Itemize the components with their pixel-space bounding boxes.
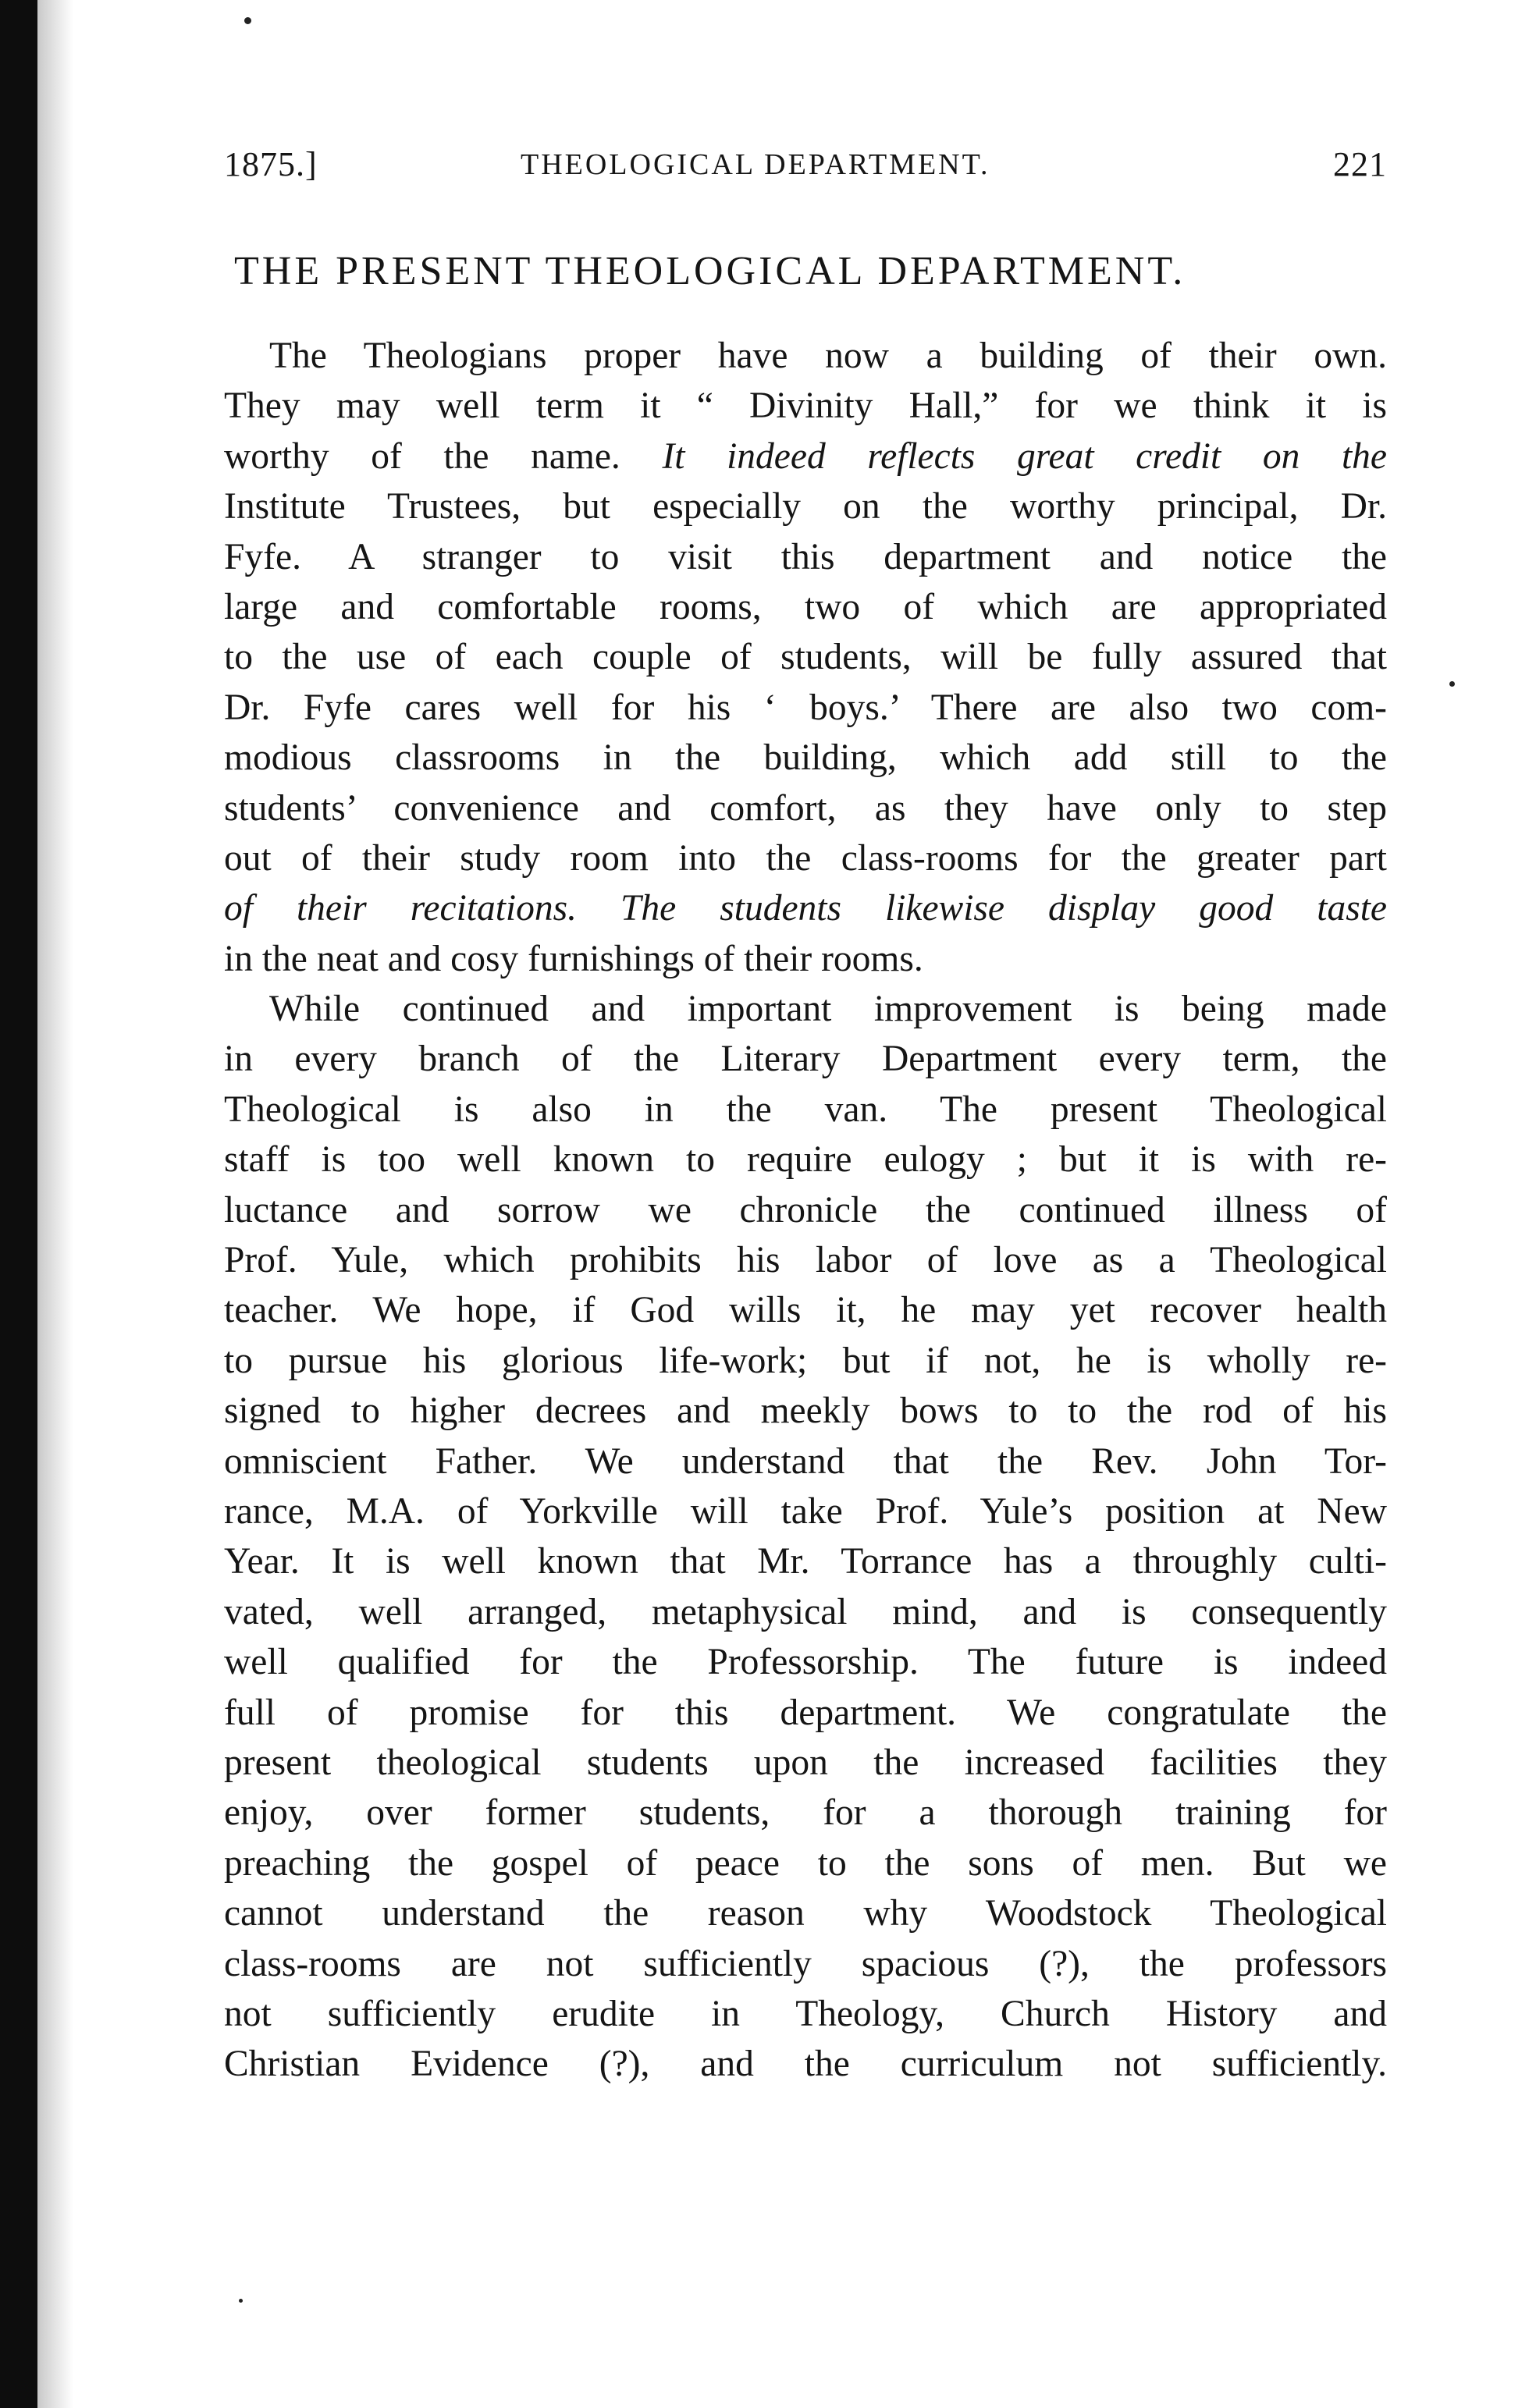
page-binding-shadow <box>37 0 73 2408</box>
text-run: in every branch of the Literary Department every term, the <box>224 1039 1387 1080</box>
text-run: staff is too well known to require eulogy ; but it is with re- <box>224 1139 1387 1181</box>
text-line <box>224 1939 1387 1989</box>
text-run: well qualified for the Professorship. The future is indeed <box>224 1642 1387 1683</box>
text-line <box>224 1386 1387 1436</box>
text-run: Dr. Fyfe cares well for his ‘ boys.’ There are also two com- <box>224 687 1387 728</box>
text-run: modious classrooms in the building, which add still to the <box>224 737 1387 779</box>
text-line <box>224 1336 1387 1386</box>
text-line <box>224 1135 1387 1184</box>
text-run: vated, well arranged, metaphysical mind, and is consequently <box>224 1591 1387 1632</box>
text-line <box>224 582 1387 632</box>
text-run: preaching the gospel of peace to the sons of men. But we <box>224 1842 1387 1884</box>
text-line <box>224 934 1387 984</box>
text-line <box>224 1838 1387 1888</box>
text-run: luctance and sorrow we chronicle the continued illness of <box>224 1189 1387 1231</box>
text-line <box>224 783 1387 833</box>
running-head <box>224 144 1387 191</box>
italic-text: of their recitations. The <box>224 888 720 929</box>
text-run: Christian Evidence (?), and the curriculum not sufficiently. <box>224 2044 1387 2085</box>
text-line <box>224 381 1387 431</box>
text-line <box>224 1285 1387 1335</box>
text-line <box>224 432 1387 481</box>
text-run: to pursue his glorious life-work; but if not, he is wholly re- <box>224 1340 1387 1381</box>
text-run: enjoy, over former students, for a thorough training for <box>224 1792 1387 1834</box>
text-line <box>224 1437 1387 1486</box>
text-run: present theological students upon the increased facilities they <box>224 1742 1387 1783</box>
text-run: teacher. We hope, if God wills it, he may yet recover health <box>224 1290 1387 1331</box>
text-run: to the use of each couple of students, will be fully assured that <box>224 637 1387 678</box>
text-run: Theological is also in the van. The present Theological <box>224 1089 1387 1130</box>
text-line <box>224 532 1387 582</box>
text-line <box>224 1185 1387 1235</box>
text-line <box>224 984 1387 1034</box>
running-head-year: 1875.] <box>224 145 318 183</box>
text-run: cannot understand the reason why Woodstock Theological <box>224 1893 1387 1934</box>
text-run: signed to higher decrees and meekly bows to to the rod of his <box>224 1390 1387 1432</box>
text-run: Institute Trustees, but especially on the worthy principal, Dr. <box>224 486 1387 527</box>
text-line <box>224 632 1387 682</box>
text-run: not sufficiently erudite in Theology, Church History and <box>224 1993 1387 2034</box>
text-run: class-rooms are not sufficiently spacious (?), the professors <box>224 1943 1387 1984</box>
text-line <box>224 1688 1387 1738</box>
text-line <box>224 1034 1387 1084</box>
text-line <box>224 1888 1387 1938</box>
italic-text: It indeed reflects great credit on the <box>662 435 1387 477</box>
text-line <box>224 883 1387 933</box>
text-line <box>224 833 1387 883</box>
text-line <box>224 1989 1387 2039</box>
text-run: They may well term it “ Divinity Hall,” for we think it is <box>224 385 1387 427</box>
paragraph <box>224 984 1387 2090</box>
text-run: The Theologians proper have now a building of their own. <box>269 336 1387 376</box>
text-line <box>224 1085 1387 1135</box>
page-number: 221 <box>1333 145 1387 183</box>
text-line <box>224 1637 1387 1687</box>
text-line <box>224 1486 1387 1536</box>
text-line <box>224 1788 1387 1838</box>
text-run: students’ convenience and comfort, as they have only to step <box>224 787 1387 829</box>
text-line <box>224 1587 1387 1637</box>
text-run: omniscient Father. We understand that the Rev. John Tor- <box>224 1440 1387 1482</box>
text-run: Prof. Yule, which prohibits his labor of love as a Theological <box>224 1240 1387 1281</box>
article-body <box>224 331 1387 2090</box>
text-run: large and comfortable rooms, two of which are appropriated <box>224 586 1387 627</box>
text-run: in the neat and cosy furnishings of their rooms. <box>224 938 923 979</box>
text-line <box>224 1738 1387 1788</box>
text-run: rance, M.A. of Yorkville will take Prof. Yule’s position at New <box>224 1490 1387 1532</box>
article-title: THE PRESENT THEOLOGICAL DEPARTMENT. <box>234 249 1186 293</box>
ink-speck <box>1449 681 1455 687</box>
paragraph <box>224 331 1387 984</box>
text-line <box>224 331 1387 381</box>
italic-text: students likewise display good taste <box>720 888 1387 929</box>
text-line <box>224 683 1387 733</box>
text-run: out of their study room into the class-rooms for the greater part <box>224 837 1387 879</box>
text-line <box>224 1235 1387 1285</box>
text-run: Year. It is well known that Mr. Torrance has a throughly culti- <box>224 1541 1387 1582</box>
text-run: While continued and important improvement is being made <box>269 989 1387 1030</box>
text-line <box>224 733 1387 783</box>
ink-speck <box>239 2299 243 2303</box>
text-run: Fyfe. A stranger to visit this department and notice the <box>224 536 1387 577</box>
text-run: full of promise for this department. We congratulate the <box>224 1692 1387 1733</box>
ink-speck <box>244 17 251 24</box>
page-binding-edge <box>0 0 37 2408</box>
text-line <box>224 1536 1387 1586</box>
text-line <box>224 481 1387 531</box>
text-line <box>224 2039 1387 2089</box>
running-head-section: THEOLOGICAL DEPARTMENT. <box>521 148 990 181</box>
text-run: worthy of the name. <box>224 435 663 477</box>
